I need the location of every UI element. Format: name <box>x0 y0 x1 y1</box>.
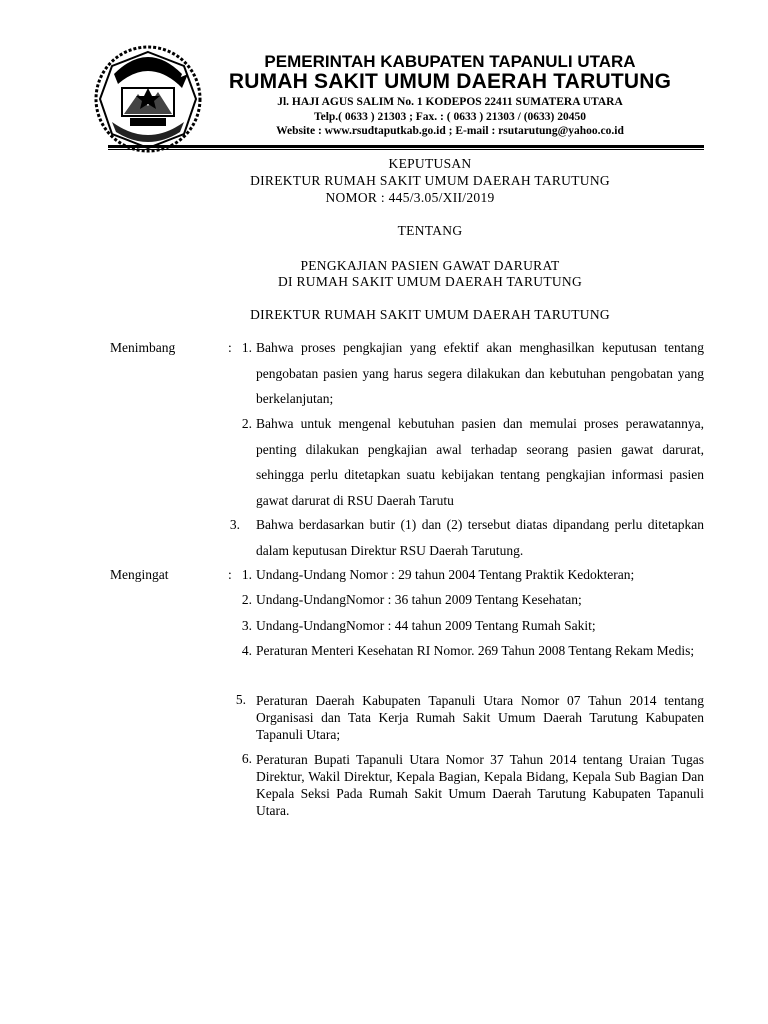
mengingat-item-5-number: 5. <box>235 692 246 707</box>
menimbang-label: Menimbang <box>110 340 176 355</box>
letterhead-divider-thick <box>108 145 704 148</box>
mengingat-item-5-text: Peraturan Daerah Kabupaten Tapanuli Utara Nomor 07 Tahun 2014 tentang Organisasi dan Tata Kerja Rumah Sakit Umum Daerah Tarutung Kabupaten Tapanuli Utara; <box>256 693 704 742</box>
mengingat-item-1-number: 1. <box>241 567 252 582</box>
menimbang-colon: : <box>228 340 232 355</box>
mengingat-item-1-text: Undang-Undang Nomor : 29 tahun 2004 Tentang Praktik Kedokteran; <box>256 567 635 582</box>
menimbang-item-3-text: Bahwa berdasarkan butir (1) dan (2) tersebut diatas dipandang perlu ditetapkan dalam keputusan Direktur RSU Daerah Tarutung. <box>256 517 704 558</box>
decree-issuer: DIREKTUR RUMAH SAKIT UMUM DAERAH TARUTUNG <box>250 173 610 188</box>
hospital-name: RUMAH SAKIT UMUM DAERAH TARUTUNG <box>228 70 672 93</box>
menimbang-item-3-number: 3. <box>229 517 240 532</box>
mengingat-item-2-number: 2. <box>241 592 252 607</box>
mengingat-item-4-text: Peraturan Menteri Kesehatan RI Nomor. 269 Tahun 2008 Tentang Rekam Medis; <box>256 643 695 658</box>
decree-heading: KEPUTUSAN <box>388 156 472 171</box>
menimbang-item-2-number: 2. <box>241 416 252 431</box>
mengingat-item-3-number: 3. <box>241 618 252 633</box>
hospital-website-email: Website : www.rsudtaputkab.go.id ; E-mail : rsutarutung@yahoo.co.id <box>276 125 624 137</box>
decree-signatory: DIREKTUR RUMAH SAKIT UMUM DAERAH TARUTUNG <box>250 307 610 322</box>
mengingat-item-3-text: Undang-UndangNomor : 44 tahun 2009 Tentang Rumah Sakit; <box>256 618 596 633</box>
menimbang-item-1-text: Bahwa proses pengkajian yang efektif akan menghasilkan keputusan tentang pengobatan pasien yang harus segera dilakukan dan kebutuhan pengobatan yang berkelanjutan; <box>256 340 704 406</box>
mengingat-label: Mengingat <box>110 567 169 582</box>
mengingat-item-4-number: 4. <box>241 643 252 658</box>
hospital-address: Jl. HAJI AGUS SALIM No. 1 KODEPOS 22411 SUMATERA UTARA <box>277 96 623 108</box>
regency-emblem-logo <box>92 44 204 154</box>
hospital-phone-fax: Telp.( 0633 ) 21303 ; Fax. : ( 0633 ) 21303 / (0633) 20450 <box>313 111 587 123</box>
menimbang-item-2-text: Bahwa untuk mengenal kebutuhan pasien dan memulai proses perawatannya, penting dilakukan pengkajian awal terhadap seorang pasien gawat darurat, sehingga perlu ditetapkan suatu kebijakan tentang pengkajian informasi pasien gawat darurat di RSU Daerah Tarutu <box>256 416 704 508</box>
letterhead-divider-thin <box>108 149 704 150</box>
decree-number: NOMOR : 445/3.05/XII/2019 <box>325 190 495 205</box>
menimbang-item-1-number: 1. <box>241 340 252 355</box>
decree-subject-line-2: DI RUMAH SAKIT UMUM DAERAH TARUTUNG <box>277 274 583 289</box>
mengingat-item-2-text: Undang-UndangNomor : 36 tahun 2009 Tentang Kesehatan; <box>256 592 582 607</box>
mengingat-item-6-text: Peraturan Bupati Tapanuli Utara Nomor 37 Tahun 2014 tentang Uraian Tugas Direktur, Wakil Direktur, Kepala Bagian, Kepala Bidang, Kepala Sub Bagian Dan Kepala Seksi Pada Rumah Sakit Umum Daerah Tarutung Kabupaten Tapanuli Utara. <box>256 752 704 818</box>
decree-about: TENTANG <box>397 223 463 238</box>
decree-subject-line-1: PENGKAJIAN PASIEN GAWAT DARURAT <box>300 258 560 273</box>
mengingat-item-6-number: 6. <box>241 751 252 766</box>
government-name: PEMERINTAH KABUPATEN TAPANULI UTARA <box>264 52 636 71</box>
mengingat-colon: : <box>228 567 232 582</box>
